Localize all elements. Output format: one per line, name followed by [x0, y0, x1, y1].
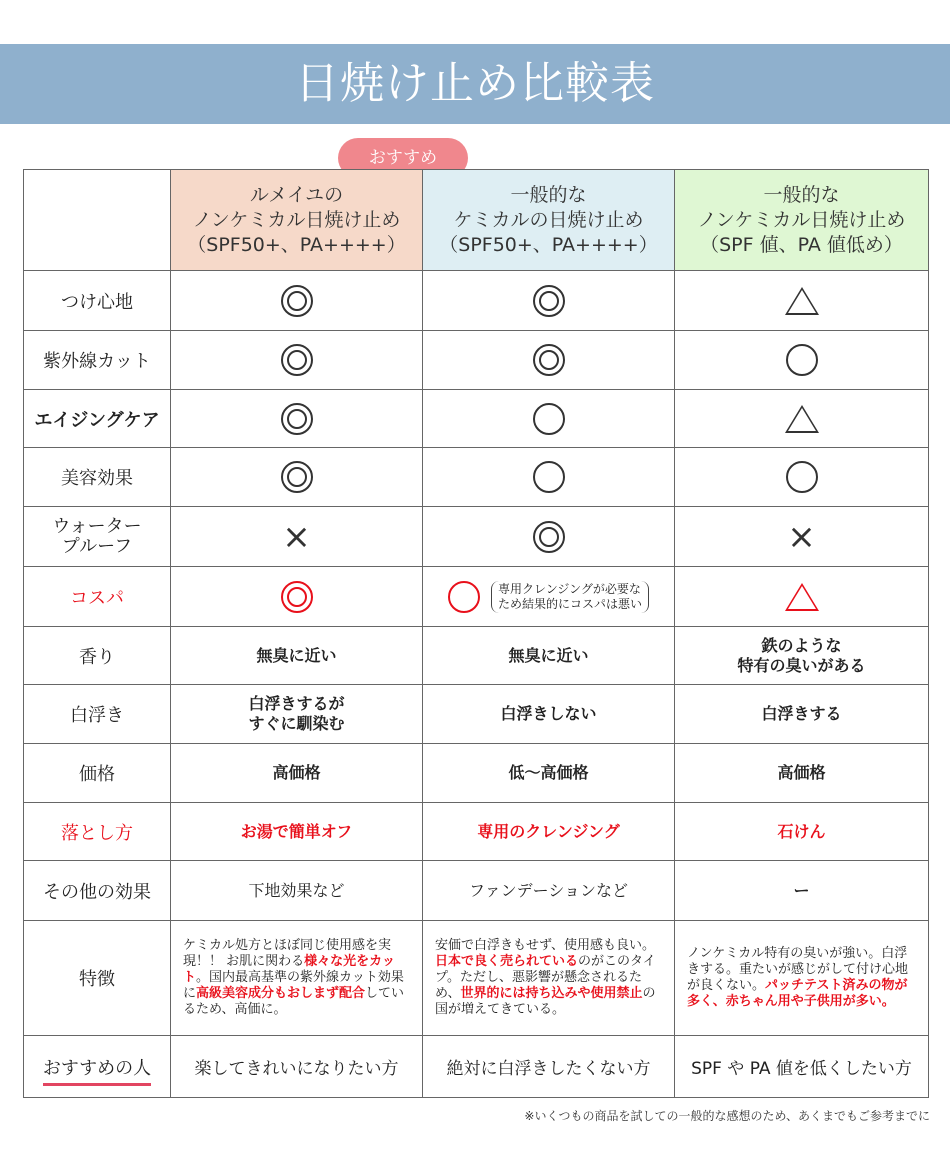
header-empty-cell — [24, 170, 171, 271]
row-label: エイジングケア — [24, 390, 171, 448]
comparison-table — [23, 169, 929, 1098]
table-row — [24, 390, 929, 448]
double-circle-icon — [423, 331, 675, 390]
circle-icon — [675, 331, 929, 390]
double-circle-icon — [423, 507, 675, 567]
circle-icon — [675, 448, 929, 507]
cell-value — [675, 627, 929, 685]
row-label — [24, 1036, 171, 1098]
text-run: ケミカル処方とほぼ同じ使用感を実現！！ お肌に関わる — [183, 938, 392, 969]
row-label: 特徴 — [24, 921, 171, 1036]
note-line: ため結果的にコスパは悪い — [498, 596, 643, 611]
cell-value: ファンデーションなど — [423, 861, 675, 921]
header-nonchemical — [675, 170, 929, 271]
header-line: 一般的な — [510, 183, 587, 206]
row-label: 白浮き — [24, 685, 171, 744]
underlined-label: おすすめの人 — [43, 1058, 151, 1086]
table-row — [24, 861, 929, 921]
cell-value: 低～高価格 — [423, 744, 675, 803]
table-row — [24, 448, 929, 507]
highlight-text: 様々な光をカット — [183, 954, 396, 985]
row-label: 香り — [24, 627, 171, 685]
header-line: 一般的な — [763, 183, 840, 206]
text-run: 安価で白浮きもせず、使用感も良い。 — [435, 938, 655, 953]
header-line: ノンケミカル日焼け止め — [697, 208, 906, 231]
text-run: ノンケミカル特有の臭いが強い。白浮きする。重たいが感じがして付け心地が良くない。 — [687, 946, 909, 993]
highlight-text: パッチテスト済みの物が多く、赤ちゃん用や子供用が多い。 — [687, 978, 908, 1009]
double-circle-icon — [171, 390, 423, 448]
note-line: 専用クレンジングが必要な — [498, 581, 641, 596]
highlight-text: 日本で良く売られている — [435, 954, 579, 969]
table-row — [24, 567, 929, 627]
highlight-text: 世界的には持ち込みや使用禁止 — [460, 986, 643, 1001]
table-row — [24, 921, 929, 1036]
page-title: 日焼け止め比較表 — [0, 44, 950, 124]
row-label: 落とし方 — [24, 803, 171, 861]
cell-line: すぐに馴染む — [248, 714, 345, 733]
header-line: ケミカルの日焼け止め — [453, 208, 644, 231]
cell-value: 専用のクレンジング — [423, 803, 675, 861]
feature-text — [171, 921, 423, 1036]
circle-icon — [423, 390, 675, 448]
row-label: つけ心地 — [24, 271, 171, 331]
table-row — [24, 803, 929, 861]
text-run: しているため、高価に。 — [183, 986, 405, 1017]
double-circle-icon — [171, 567, 423, 627]
double-circle-icon — [171, 331, 423, 390]
table-row — [24, 744, 929, 803]
row-label: 美容効果 — [24, 448, 171, 507]
row-label-line: プルーフ — [61, 535, 133, 557]
double-circle-icon — [171, 271, 423, 331]
row-label: 価格 — [24, 744, 171, 803]
cell-value: 無臭に近い — [423, 627, 675, 685]
triangle-icon — [675, 390, 929, 448]
cospa-note — [491, 581, 649, 613]
header-lemeille — [171, 170, 423, 271]
footnote: ※いくつもの商品を試しての一般的な感想のため、あくまでもご参考までに — [524, 1109, 930, 1123]
cell-value: 下地効果など — [171, 861, 423, 921]
double-circle-icon — [171, 448, 423, 507]
cell-value: 楽してきれいになりたい方 — [171, 1036, 423, 1098]
text-run: のがこのタイプ。ただし、悪影響が懸念されるため、 — [435, 954, 656, 1001]
cell-value — [171, 685, 423, 744]
table-row — [24, 1036, 929, 1098]
row-label: その他の効果 — [24, 861, 171, 921]
header-line: ルメイユの — [249, 183, 344, 206]
cross-icon: × — [171, 507, 423, 567]
cell-line: 鉄のような — [761, 635, 842, 655]
table-row — [24, 685, 929, 744]
feature-text — [423, 921, 675, 1036]
cell-line: 白浮きするが — [248, 694, 345, 713]
table-row — [24, 331, 929, 390]
header-chemical — [423, 170, 675, 271]
double-circle-icon — [423, 271, 675, 331]
cell-line: 特有の臭いがある — [737, 655, 866, 675]
cell-value: 絶対に白浮きしたくない方 — [423, 1036, 675, 1098]
recommend-badge: おすすめ — [338, 138, 468, 178]
cell-value: 高価格 — [171, 744, 423, 803]
cell-value: 石けん — [675, 803, 929, 861]
header-line: ノンケミカル日焼け止め — [192, 208, 401, 231]
triangle-icon — [675, 271, 929, 331]
table-header-row — [24, 170, 929, 271]
cell-value: 白浮きする — [675, 685, 929, 744]
table-row — [24, 507, 929, 567]
circle-icon — [423, 448, 675, 507]
text-run: 。国内最高基準の紫外線カット効果に — [183, 970, 404, 1001]
circle-icon — [423, 567, 675, 627]
highlight-text: 高級美容成分もおしまず配合 — [196, 986, 366, 1001]
feature-text — [675, 921, 929, 1036]
text-run: の国が増えてきている。 — [435, 986, 656, 1017]
row-label: 紫外線カット — [24, 331, 171, 390]
row-label-line: ウォーター — [52, 515, 142, 537]
cell-value: 高価格 — [675, 744, 929, 803]
header-line: （SPF50+、PA++++） — [439, 233, 658, 256]
cell-value: ー — [675, 861, 929, 921]
cell-value: 無臭に近い — [171, 627, 423, 685]
cell-value: SPF や PA 値を低くしたい方 — [675, 1036, 929, 1098]
cell-value: お湯で簡単オフ — [171, 803, 423, 861]
triangle-icon — [675, 567, 929, 627]
table-row — [24, 627, 929, 685]
cell-value: 白浮きしない — [423, 685, 675, 744]
cross-icon: × — [675, 507, 929, 567]
row-label — [24, 507, 171, 567]
table-row — [24, 271, 929, 331]
row-label: コスパ — [24, 567, 171, 627]
header-line: （SPF50+、PA++++） — [187, 233, 406, 256]
header-line: （SPF 値、PA 値低め） — [700, 233, 903, 256]
